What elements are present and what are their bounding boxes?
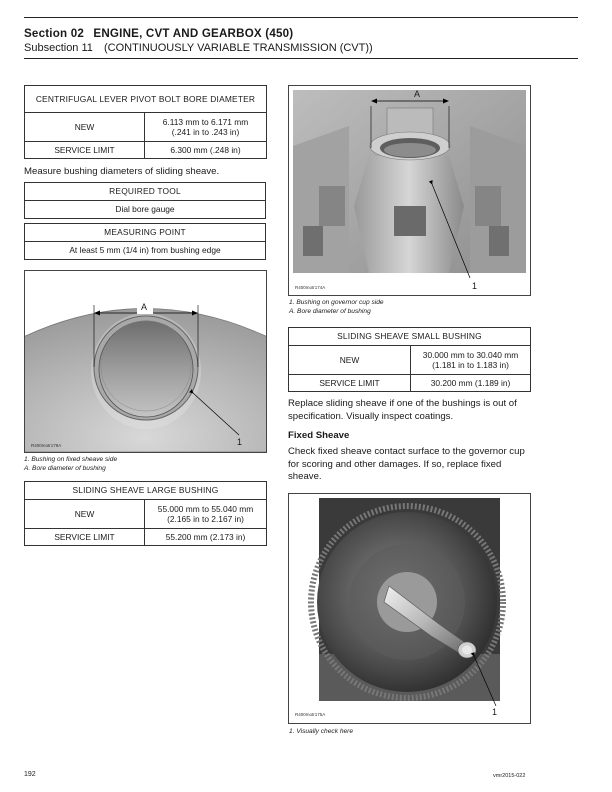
pivot-bolt-bore-table <box>24 85 267 159</box>
table-row-label: SERVICE LIMIT <box>25 142 145 159</box>
document-id: vmr2015-022 <box>493 773 526 779</box>
callout-1: 1 <box>237 437 243 447</box>
dimension-label-a: A <box>414 89 421 99</box>
figure-caption: 1. Bushing on governor cup side <box>289 299 384 306</box>
box-value: At least 5 mm (1/4 in) from bushing edge <box>25 242 266 260</box>
replace-paragraph: Replace sliding sheave if one of the bushings is out of specification. Visually inspect coatings. <box>288 398 517 422</box>
table-title: SLIDING SHEAVE LARGE BUSHING <box>25 482 267 500</box>
table-row-value <box>145 113 267 142</box>
subsection-title <box>24 42 373 54</box>
table-row-value: 55.200 mm (2.173 in) <box>145 529 267 546</box>
value-line: 55.000 mm to 55.040 mm <box>157 503 254 514</box>
callout-1: 1 <box>492 707 498 717</box>
figure-fixed-sheave-contact <box>288 493 531 724</box>
figure-id: R400motr179A <box>31 443 62 448</box>
measuring-point-box <box>24 223 266 260</box>
figure-fixed-sheave-bushing <box>24 270 267 453</box>
figure-caption: 1. Bushing on fixed sheave side <box>24 456 118 463</box>
table-row-value: 30.200 mm (1.189 in) <box>411 375 531 392</box>
measure-paragraph: Measure bushing diameters of sliding sheave. <box>24 166 220 177</box>
fixed-sheave-heading: Fixed Sheave <box>288 430 350 441</box>
callout-1: 1 <box>472 281 478 291</box>
value-line: 30.000 mm to 30.040 mm <box>422 349 519 360</box>
figure-id: R400motr175A <box>295 712 326 717</box>
value-line: (2.165 in to 2.167 in) <box>167 514 244 524</box>
sliding-sheave-illustration <box>289 86 530 295</box>
value-line: (.241 in to .243 in) <box>171 127 240 137</box>
table-title: SLIDING SHEAVE SMALL BUSHING <box>289 328 531 346</box>
table-row-label: SERVICE LIMIT <box>289 375 411 392</box>
large-bushing-table <box>24 481 267 546</box>
table-row-value: 6.300 mm (.248 in) <box>145 142 267 159</box>
fixed-sheave-illustration <box>25 271 266 452</box>
table-row-value <box>145 500 267 529</box>
small-bushing-table <box>288 327 531 392</box>
table-row-label: NEW <box>289 346 411 375</box>
section-number: Section 02 <box>24 27 84 40</box>
table-title: CENTRIFUGAL LEVER PIVOT BOLT BORE DIAMETER <box>25 86 267 113</box>
required-tool-box <box>24 182 266 219</box>
figure-id: R400motr174A <box>295 285 326 290</box>
table-row-label: NEW <box>25 500 145 529</box>
section-title <box>24 27 293 40</box>
header-bottom-rule <box>24 58 578 59</box>
figure-caption: 1. Visually check here <box>289 728 354 735</box>
figure-caption: A. Bore diameter of bushing <box>24 465 106 472</box>
dimension-label-a: A <box>141 302 148 312</box>
box-title: REQUIRED TOOL <box>25 183 266 201</box>
table-row-value <box>411 346 531 375</box>
figure-governor-cup-bushing <box>288 85 531 296</box>
figure-caption: A. Bore diameter of bushing <box>289 308 371 315</box>
table-row-label: SERVICE LIMIT <box>25 529 145 546</box>
fixed-sheave-photo <box>289 494 530 723</box>
page-number: 192 <box>24 771 36 778</box>
table-row-label: NEW <box>25 113 145 142</box>
value-line: (1.181 in to 1.183 in) <box>432 360 509 370</box>
box-title: MEASURING POINT <box>25 224 266 242</box>
subsection-number: Subsection 11 <box>24 42 93 54</box>
section-name: ENGINE, CVT AND GEARBOX (450) <box>93 27 294 40</box>
fixed-sheave-paragraph: Check fixed sheave contact surface to the governor cup for scoring and other damages. If so, replace fixed sheave. <box>288 446 525 483</box>
box-value: Dial bore gauge <box>25 201 266 219</box>
header-top-rule <box>24 17 578 18</box>
subsection-name: (CONTINUOUSLY VARIABLE TRANSMISSION (CVT)) <box>103 42 373 54</box>
value-line: 6.113 mm to 6.171 mm <box>162 116 249 127</box>
